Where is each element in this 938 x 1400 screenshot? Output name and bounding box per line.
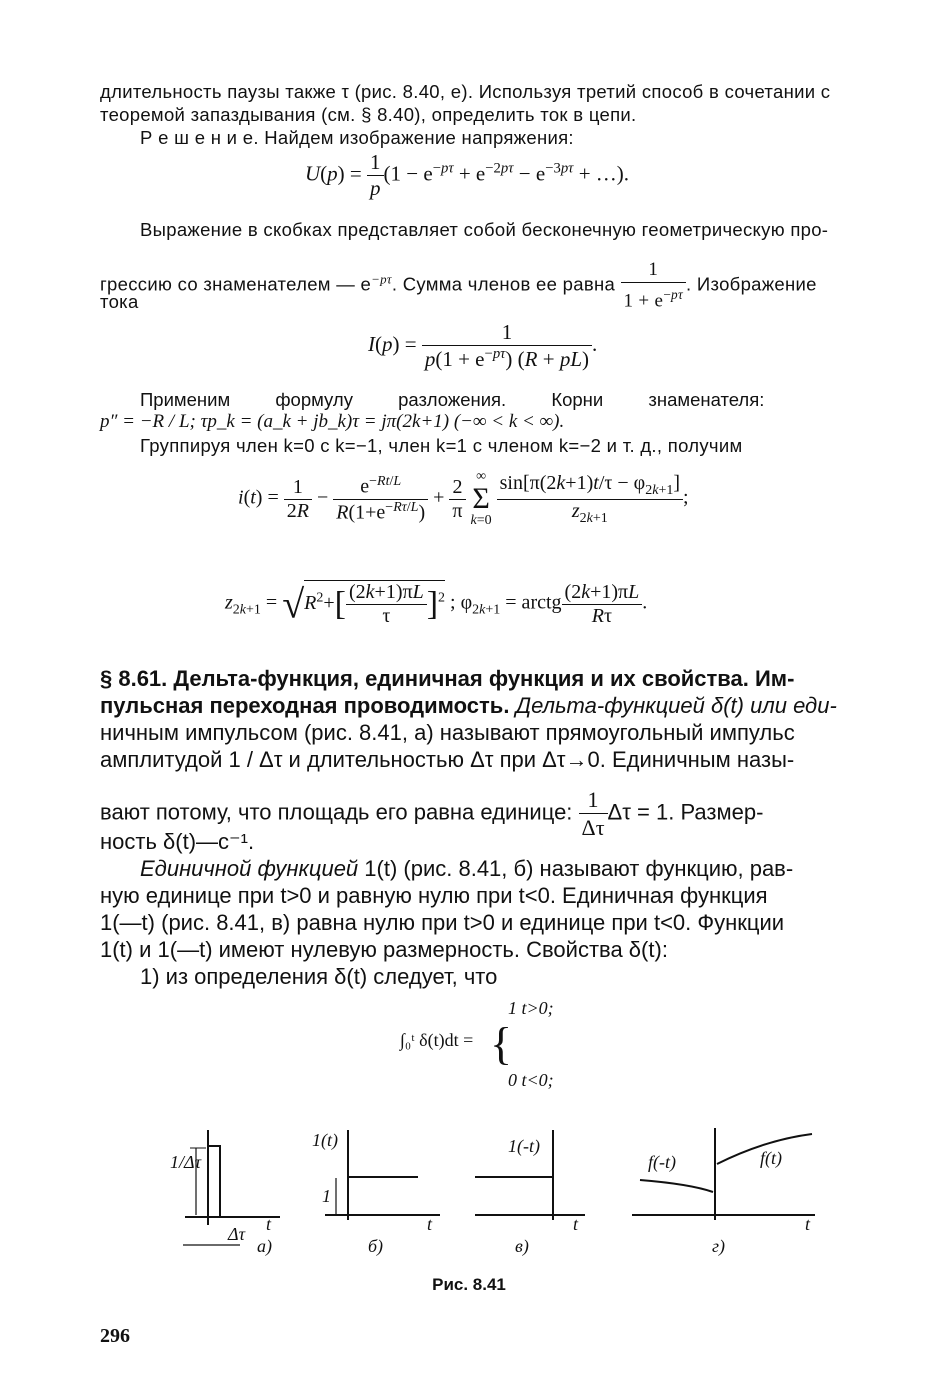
fig-d-right: f(t) (760, 1148, 782, 1168)
text-line: Применим формулу разложения. Корни знаменателя: (140, 389, 765, 410)
text-line: 1) из определения δ(t) следует, что (140, 964, 498, 989)
text-line: вают потому, что площадь его равна единице: $\frac{1}{\Delta\tau}$ Δτ = 1. Размер- (100, 787, 764, 840)
cases-brace: { (490, 1018, 513, 1069)
text-fragment: вают потому, что площадь его равна единице: (100, 799, 573, 825)
page-number: 296 (100, 1325, 130, 1347)
text-line: Группируя член k=0 с k=−1, член k=1 с членом k=−2 и т. д., получим (140, 435, 743, 456)
text-line: ную единице при t>0 и равную нулю при t<0. Единичная функция (100, 883, 768, 908)
fig-d-label: г) (712, 1236, 726, 1256)
equation-u: U(p) = $\frac{1}{p}$ ($1 - e^{-p\tau} + e^{-2p\tau} - e^{-3p\tau}$ + …). (305, 150, 630, 200)
text-line: p″ = −R / L; τp_k = (a_k + jb_k)τ = jπ(2k+1) (−∞ < k < ∞). (100, 411, 565, 432)
figure-d-function (632, 1128, 815, 1220)
text-line (100, 692, 880, 719)
fig-b-one: 1 (322, 1186, 331, 1206)
equation-integral (400, 1030, 473, 1051)
text-line: грессию со знаменателем — $e^{-p\tau}$. Сумма членов ее равна $\frac{1}{1 + e^{-p\tau}}$ . Изображение (100, 259, 817, 312)
figure-b-unit-step (325, 1130, 440, 1220)
equation-z: $z_{2k+1} = √R^2+$[ $\frac{(2k+1)\pi L}{\tau}$ ]$^2$ ; $\varphi_{2k+1}$ = arctg $\frac{(2k+1)\pi L}{R\tau}$ . (225, 580, 648, 627)
fig-a-label: а) (257, 1236, 272, 1256)
figure-caption: Рис. 8.41 (432, 1275, 506, 1294)
case-positive: 1 t>0; (508, 998, 554, 1018)
text-fragment: . Изображение (686, 273, 817, 295)
text-line: тока (100, 291, 139, 312)
text-fragment: 1(t) (рис. 8.41, б) называют функцию, рав- (358, 856, 794, 881)
text-line (140, 855, 880, 882)
text-line: амплитудой 1 / Δτ и длительностью Δτ при Δτ→0. Единичным назы- (100, 747, 795, 772)
equation-i-image: I(p) = $\frac{1}{p(1 + e^{-p\tau}) (R + pL)}$ . (368, 320, 598, 371)
text-line: Выражение в скобках представляет собой бесконечную геометрическую про- (140, 219, 829, 240)
text-fragment: Δτ = 1. Размер- (607, 799, 764, 825)
fig-b-t: t (427, 1214, 433, 1234)
fig-b-label: б) (368, 1236, 384, 1256)
text-fragment: Дельта-функцией δ(t) или еди- (515, 693, 837, 718)
fig-a-dt: Δτ (228, 1224, 246, 1244)
text-line: ность δ(t)—c⁻¹. (100, 829, 255, 854)
integral-lhs: ∫₀ᵗ δ(t)dt = (400, 1030, 474, 1050)
fig-d-t: t (805, 1214, 811, 1234)
fig-b-name: 1(t) (312, 1130, 338, 1150)
text-line: теоремой запаздывания (см. § 8.40), определить ток в цепи. (100, 104, 637, 125)
figure-8-41 (0, 1120, 938, 1270)
text-fragment: грессию со знаменателем — e (100, 273, 372, 295)
section-heading: § 8.61. Дельта-функция, единичная функция и их свойства. Им- (100, 666, 795, 691)
text-line: 1(—t) (рис. 8.41, в) равна нулю при t>0 и единице при t<0. Функции (100, 910, 785, 935)
fig-a-amp: 1/Δτ (170, 1152, 202, 1172)
text-fragment: Единичной функцией (140, 856, 359, 881)
text-line: ничным импульсом (рис. 8.41, а) называют прямоугольный импульс (100, 720, 795, 745)
fig-c-t: t (573, 1214, 579, 1234)
equation-i-t: i(t) = $\frac{1}{2R}$ − $\frac{e^{-Rt/L}}{R(1+e^{-R\tau/L})}$ + $\frac{2}{\pi}$ ∞ Σ k=0 $\frac{\sin[\pi(2k+1)t/\tau - \varphi_{2k+1}]}{z_{2k+1}}$ ; (238, 469, 689, 528)
text-line: Р е ш е н и е. Найдем изображение напряжения: (140, 127, 574, 148)
fig-d-left: f(-t) (648, 1152, 676, 1172)
fig-c-name: 1(-t) (508, 1136, 540, 1156)
fig-a-t: t (266, 1214, 272, 1234)
text-line: 1(t) и 1(—t) имеют нулевую размерность. Свойства δ(t): (100, 937, 668, 962)
fig-c-label: в) (515, 1236, 529, 1256)
section-heading-cont: пульсная переходная проводимость. (100, 693, 510, 718)
text-line: длительность паузы также τ (рис. 8.40, е). Используя третий способ в сочетании с (100, 81, 831, 102)
case-negative: 0 t<0; (508, 1070, 554, 1090)
text-fragment: . Сумма членов ее равна (391, 273, 616, 295)
